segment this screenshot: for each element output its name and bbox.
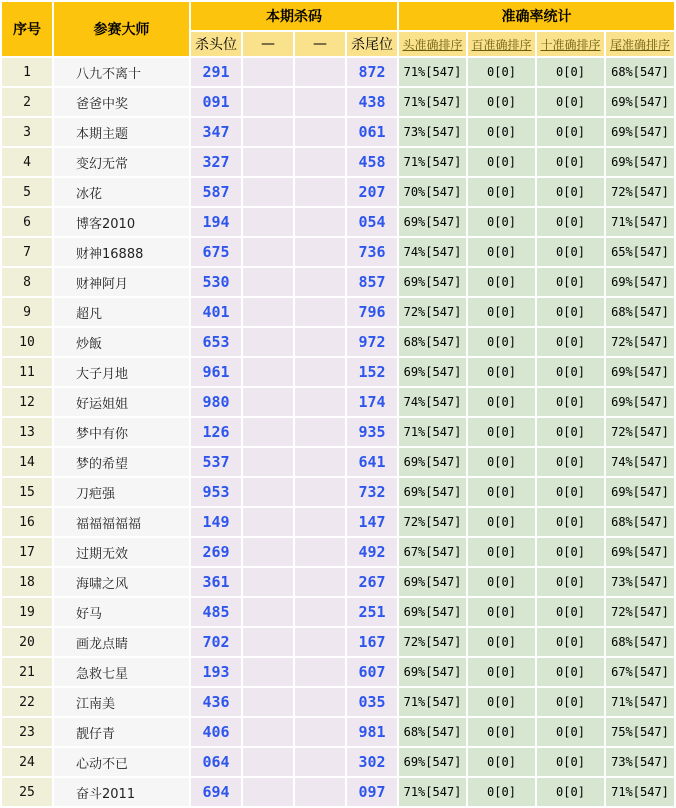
kill-head-value: 980 xyxy=(191,388,241,416)
master-name: 心动不已 xyxy=(54,748,189,776)
table-row xyxy=(2,178,674,206)
kill-head-value: 149 xyxy=(191,508,241,536)
acc-tail-value: 72%[547] xyxy=(606,328,674,356)
acc-hundred-value: 0[0] xyxy=(468,538,535,566)
table-row xyxy=(2,688,674,716)
kill-head-value: 064 xyxy=(191,748,241,776)
row-serial-number: 21 xyxy=(2,658,52,686)
kill-mid-2-value xyxy=(295,328,345,356)
master-name: 梦中有你 xyxy=(54,418,189,446)
kill-mid-1-value xyxy=(243,568,293,596)
row-serial-number: 15 xyxy=(2,478,52,506)
master-name: 靓仔青 xyxy=(54,718,189,746)
acc-ten-value: 0[0] xyxy=(537,358,604,386)
master-name: 八九不离十 xyxy=(54,58,189,86)
row-serial-number: 3 xyxy=(2,118,52,146)
row-serial-number: 10 xyxy=(2,328,52,356)
acc-head-value: 71%[547] xyxy=(399,418,466,446)
kill-mid-1-value xyxy=(243,688,293,716)
kill-mid-2-value xyxy=(295,298,345,326)
kill-head-value: 406 xyxy=(191,718,241,746)
kill-head-value: 485 xyxy=(191,598,241,626)
acc-tail-value: 69%[547] xyxy=(606,358,674,386)
table-row xyxy=(2,238,674,266)
acc-tail-value: 71%[547] xyxy=(606,778,674,806)
kill-head-value: 361 xyxy=(191,568,241,596)
kill-tail-value: 492 xyxy=(347,538,397,566)
acc-tail-value: 72%[547] xyxy=(606,418,674,446)
row-serial-number: 22 xyxy=(2,688,52,716)
acc-hundred-value: 0[0] xyxy=(468,418,535,446)
acc-hundred-value: 0[0] xyxy=(468,58,535,86)
kill-mid-2-value xyxy=(295,538,345,566)
master-name: 江南美 xyxy=(54,688,189,716)
kill-mid-1-value xyxy=(243,358,293,386)
row-serial-number: 5 xyxy=(2,178,52,206)
row-serial-number: 23 xyxy=(2,718,52,746)
acc-ten-value: 0[0] xyxy=(537,88,604,116)
kill-tail-value: 438 xyxy=(347,88,397,116)
kill-mid-2-value xyxy=(295,238,345,266)
kill-tail-value: 061 xyxy=(347,118,397,146)
row-serial-number: 13 xyxy=(2,418,52,446)
master-name: 福福福福福 xyxy=(54,508,189,536)
kill-mid-1-value xyxy=(243,178,293,206)
acc-head-value: 71%[547] xyxy=(399,88,466,116)
row-serial-number: 17 xyxy=(2,538,52,566)
acc-head-value: 71%[547] xyxy=(399,778,466,806)
kill-mid-2-value xyxy=(295,88,345,116)
kill-tail-value: 872 xyxy=(347,58,397,86)
acc-hundred-value: 0[0] xyxy=(468,568,535,596)
kill-mid-1-value xyxy=(243,208,293,236)
row-serial-number: 4 xyxy=(2,148,52,176)
acc-hundred-value: 0[0] xyxy=(468,688,535,716)
acc-hundred-value: 0[0] xyxy=(468,448,535,476)
kill-mid-1-value xyxy=(243,268,293,296)
kill-mid-2-value xyxy=(295,508,345,536)
master-name: 海啸之风 xyxy=(54,568,189,596)
row-serial-number: 2 xyxy=(2,88,52,116)
kill-mid-1-value xyxy=(243,58,293,86)
header-serial: 序号 xyxy=(2,2,52,56)
kill-tail-value: 732 xyxy=(347,478,397,506)
master-name: 财神16888 xyxy=(54,238,189,266)
master-name: 超凡 xyxy=(54,298,189,326)
kill-tail-value: 147 xyxy=(347,508,397,536)
acc-ten-value: 0[0] xyxy=(537,298,604,326)
kill-mid-1-value xyxy=(243,478,293,506)
acc-ten-value: 0[0] xyxy=(537,418,604,446)
acc-hundred-value: 0[0] xyxy=(468,388,535,416)
kill-mid-2-value xyxy=(295,118,345,146)
table-row xyxy=(2,508,674,536)
acc-head-value: 74%[547] xyxy=(399,388,466,416)
table-row xyxy=(2,88,674,116)
acc-ten-value: 0[0] xyxy=(537,718,604,746)
kill-tail-value: 054 xyxy=(347,208,397,236)
table-row xyxy=(2,358,674,386)
master-name: 好马 xyxy=(54,598,189,626)
acc-ten-value: 0[0] xyxy=(537,448,604,476)
acc-tail-value: 69%[547] xyxy=(606,478,674,506)
kill-tail-value: 972 xyxy=(347,328,397,356)
acc-ten-value: 0[0] xyxy=(537,658,604,686)
kill-mid-2-value xyxy=(295,628,345,656)
acc-head-value: 70%[547] xyxy=(399,178,466,206)
acc-head-value: 69%[547] xyxy=(399,658,466,686)
acc-tail-value: 68%[547] xyxy=(606,628,674,656)
acc-head-value: 69%[547] xyxy=(399,448,466,476)
acc-hundred-value: 0[0] xyxy=(468,328,535,356)
kill-head-value: 401 xyxy=(191,298,241,326)
acc-head-value: 71%[547] xyxy=(399,688,466,716)
master-name: 急救七星 xyxy=(54,658,189,686)
acc-tail-value: 72%[547] xyxy=(606,598,674,626)
kill-tail-value: 857 xyxy=(347,268,397,296)
row-serial-number: 25 xyxy=(2,778,52,806)
row-serial-number: 19 xyxy=(2,598,52,626)
kill-mid-2-value xyxy=(295,418,345,446)
kill-head-value: 091 xyxy=(191,88,241,116)
acc-ten-value: 0[0] xyxy=(537,568,604,596)
kill-mid-2-value xyxy=(295,688,345,716)
acc-head-value: 72%[547] xyxy=(399,298,466,326)
master-name: 爸爸中奖 xyxy=(54,88,189,116)
kill-tail-value: 935 xyxy=(347,418,397,446)
acc-ten-value: 0[0] xyxy=(537,778,604,806)
kill-mid-1-value xyxy=(243,598,293,626)
kill-mid-1-value xyxy=(243,748,293,776)
table-row xyxy=(2,208,674,236)
kill-head-value: 653 xyxy=(191,328,241,356)
kill-head-value: 961 xyxy=(191,358,241,386)
acc-hundred-value: 0[0] xyxy=(468,148,535,176)
acc-hundred-value: 0[0] xyxy=(468,298,535,326)
master-name: 过期无效 xyxy=(54,538,189,566)
kill-head-value: 347 xyxy=(191,118,241,146)
table-row xyxy=(2,658,674,686)
kill-head-value: 126 xyxy=(191,418,241,446)
acc-tail-value: 73%[547] xyxy=(606,568,674,596)
acc-head-value: 73%[547] xyxy=(399,118,466,146)
kill-tail-value: 796 xyxy=(347,298,397,326)
acc-ten-value: 0[0] xyxy=(537,268,604,296)
kill-head-value: 694 xyxy=(191,778,241,806)
acc-head-value: 67%[547] xyxy=(399,538,466,566)
acc-head-value: 72%[547] xyxy=(399,628,466,656)
acc-tail-value: 73%[547] xyxy=(606,748,674,776)
kill-mid-2-value xyxy=(295,358,345,386)
kill-tail-value: 302 xyxy=(347,748,397,776)
acc-hundred-value: 0[0] xyxy=(468,478,535,506)
kill-tail-value: 607 xyxy=(347,658,397,686)
table-row xyxy=(2,268,674,296)
acc-tail-value: 69%[547] xyxy=(606,148,674,176)
master-name: 博客2010 xyxy=(54,208,189,236)
kill-mid-2-value xyxy=(295,268,345,296)
table-row xyxy=(2,748,674,776)
acc-head-value: 74%[547] xyxy=(399,238,466,266)
acc-tail-value: 74%[547] xyxy=(606,448,674,476)
acc-tail-value: 71%[547] xyxy=(606,208,674,236)
table-row xyxy=(2,598,674,626)
kill-tail-value: 152 xyxy=(347,358,397,386)
acc-tail-value: 69%[547] xyxy=(606,538,674,566)
acc-tail-value: 67%[547] xyxy=(606,658,674,686)
acc-head-value: 69%[547] xyxy=(399,358,466,386)
row-serial-number: 14 xyxy=(2,448,52,476)
row-serial-number: 12 xyxy=(2,388,52,416)
acc-ten-value: 0[0] xyxy=(537,208,604,236)
kill-mid-1-value xyxy=(243,448,293,476)
kill-mid-2-value xyxy=(295,718,345,746)
kill-head-value: 537 xyxy=(191,448,241,476)
master-name: 画龙点睛 xyxy=(54,628,189,656)
acc-hundred-value: 0[0] xyxy=(468,118,535,146)
kill-mid-1-value xyxy=(243,388,293,416)
header-kill-tail: 杀尾位 xyxy=(347,32,397,56)
header-kill-head: 杀头位 xyxy=(191,32,241,56)
kill-head-value: 291 xyxy=(191,58,241,86)
kill-tail-value: 174 xyxy=(347,388,397,416)
row-serial-number: 11 xyxy=(2,358,52,386)
kill-mid-2-value xyxy=(295,568,345,596)
kill-tail-value: 035 xyxy=(347,688,397,716)
acc-tail-value: 71%[547] xyxy=(606,688,674,716)
acc-head-value: 72%[547] xyxy=(399,508,466,536)
acc-hundred-value: 0[0] xyxy=(468,508,535,536)
acc-ten-value: 0[0] xyxy=(537,628,604,656)
header-accuracy-group: 准确率统计 xyxy=(399,2,674,30)
kill-mid-2-value xyxy=(295,658,345,686)
acc-head-value: 69%[547] xyxy=(399,568,466,596)
kill-mid-2-value xyxy=(295,58,345,86)
row-serial-number: 24 xyxy=(2,748,52,776)
acc-tail-value: 69%[547] xyxy=(606,88,674,116)
table-row xyxy=(2,328,674,356)
acc-tail-value: 65%[547] xyxy=(606,238,674,266)
acc-tail-value: 68%[547] xyxy=(606,298,674,326)
kill-head-value: 587 xyxy=(191,178,241,206)
kill-head-value: 675 xyxy=(191,238,241,266)
header-kill-group: 本期杀码 xyxy=(191,2,397,30)
kill-mid-1-value xyxy=(243,298,293,326)
header-acc-tail-sort[interactable] xyxy=(606,32,674,56)
kill-mid-2-value xyxy=(295,148,345,176)
row-serial-number: 9 xyxy=(2,298,52,326)
acc-ten-value: 0[0] xyxy=(537,148,604,176)
row-serial-number: 8 xyxy=(2,268,52,296)
master-name: 好运姐姐 xyxy=(54,388,189,416)
header-acc-head-sort[interactable] xyxy=(399,32,466,56)
kill-mid-1-value xyxy=(243,418,293,446)
table-row xyxy=(2,538,674,566)
kill-head-value: 953 xyxy=(191,478,241,506)
kill-mid-2-value xyxy=(295,748,345,776)
acc-tail-sort-link[interactable]: 尾准确排序 xyxy=(609,37,670,52)
kill-mid-2-value xyxy=(295,598,345,626)
kill-head-value: 194 xyxy=(191,208,241,236)
master-name: 本期主题 xyxy=(54,118,189,146)
acc-head-value: 69%[547] xyxy=(399,478,466,506)
table-row xyxy=(2,58,674,86)
kill-tail-value: 097 xyxy=(347,778,397,806)
kill-tail-value: 736 xyxy=(347,238,397,266)
row-serial-number: 16 xyxy=(2,508,52,536)
kill-tail-value: 207 xyxy=(347,178,397,206)
acc-hundred-value: 0[0] xyxy=(468,238,535,266)
acc-ten-value: 0[0] xyxy=(537,688,604,716)
header-master: 参赛大师 xyxy=(54,2,189,56)
acc-head-value: 69%[547] xyxy=(399,748,466,776)
master-name: 财神阿月 xyxy=(54,268,189,296)
kill-head-value: 702 xyxy=(191,628,241,656)
acc-head-value: 69%[547] xyxy=(399,268,466,296)
acc-head-value: 68%[547] xyxy=(399,718,466,746)
kill-mid-2-value xyxy=(295,208,345,236)
acc-tail-value: 69%[547] xyxy=(606,268,674,296)
kill-mid-1-value xyxy=(243,148,293,176)
acc-hundred-value: 0[0] xyxy=(468,88,535,116)
acc-head-value: 69%[547] xyxy=(399,598,466,626)
row-serial-number: 20 xyxy=(2,628,52,656)
acc-ten-value: 0[0] xyxy=(537,328,604,356)
kill-mid-1-value xyxy=(243,718,293,746)
master-name: 大子月地 xyxy=(54,358,189,386)
kill-head-value: 436 xyxy=(191,688,241,716)
row-serial-number: 1 xyxy=(2,58,52,86)
header-acc-ten-sort[interactable] xyxy=(537,32,604,56)
acc-ten-value: 0[0] xyxy=(537,748,604,776)
table-row xyxy=(2,568,674,596)
acc-ten-sort-link[interactable]: 十准确排序 xyxy=(540,37,601,52)
acc-hundred-value: 0[0] xyxy=(468,628,535,656)
table-row xyxy=(2,418,674,446)
kill-head-value: 269 xyxy=(191,538,241,566)
kill-mid-1-value xyxy=(243,238,293,266)
kill-tail-value: 167 xyxy=(347,628,397,656)
acc-ten-value: 0[0] xyxy=(537,388,604,416)
kill-mid-1-value xyxy=(243,88,293,116)
acc-hundred-value: 0[0] xyxy=(468,268,535,296)
acc-tail-value: 69%[547] xyxy=(606,388,674,416)
acc-ten-value: 0[0] xyxy=(537,118,604,146)
kill-mid-2-value xyxy=(295,448,345,476)
kill-tail-value: 641 xyxy=(347,448,397,476)
table-row xyxy=(2,718,674,746)
row-serial-number: 6 xyxy=(2,208,52,236)
acc-head-value: 68%[547] xyxy=(399,328,466,356)
table-row xyxy=(2,298,674,326)
kill-tail-value: 251 xyxy=(347,598,397,626)
acc-hundred-value: 0[0] xyxy=(468,778,535,806)
master-name: 奋斗2011 xyxy=(54,778,189,806)
master-name: 变幻无常 xyxy=(54,148,189,176)
table-row xyxy=(2,448,674,476)
header-kill-mid-2: — xyxy=(295,32,345,56)
header-kill-mid-1: — xyxy=(243,32,293,56)
master-name: 刀疤强 xyxy=(54,478,189,506)
acc-head-sort-link[interactable]: 头准确排序 xyxy=(402,37,463,52)
acc-tail-value: 68%[547] xyxy=(606,508,674,536)
acc-hundred-value: 0[0] xyxy=(468,178,535,206)
row-serial-number: 18 xyxy=(2,568,52,596)
kill-mid-2-value xyxy=(295,478,345,506)
header-row-main xyxy=(2,2,674,30)
kill-tail-value: 267 xyxy=(347,568,397,596)
kill-mid-1-value xyxy=(243,118,293,146)
kill-mid-2-value xyxy=(295,178,345,206)
acc-hundred-value: 0[0] xyxy=(468,658,535,686)
row-serial-number: 7 xyxy=(2,238,52,266)
table-body xyxy=(2,58,674,806)
acc-ten-value: 0[0] xyxy=(537,598,604,626)
table-row xyxy=(2,388,674,416)
kill-head-value: 327 xyxy=(191,148,241,176)
table-row xyxy=(2,118,674,146)
kill-mid-1-value xyxy=(243,538,293,566)
acc-hundred-value: 0[0] xyxy=(468,598,535,626)
kill-head-value: 193 xyxy=(191,658,241,686)
acc-ten-value: 0[0] xyxy=(537,238,604,266)
acc-ten-value: 0[0] xyxy=(537,478,604,506)
kill-mid-2-value xyxy=(295,388,345,416)
kill-tail-value: 458 xyxy=(347,148,397,176)
kill-mid-1-value xyxy=(243,508,293,536)
acc-hundred-value: 0[0] xyxy=(468,718,535,746)
kill-tail-value: 981 xyxy=(347,718,397,746)
acc-hundred-value: 0[0] xyxy=(468,208,535,236)
kill-mid-1-value xyxy=(243,628,293,656)
acc-ten-value: 0[0] xyxy=(537,538,604,566)
table-row xyxy=(2,628,674,656)
acc-hundred-value: 0[0] xyxy=(468,358,535,386)
acc-tail-value: 72%[547] xyxy=(606,178,674,206)
acc-ten-value: 0[0] xyxy=(537,178,604,206)
master-name: 冰花 xyxy=(54,178,189,206)
table-row xyxy=(2,148,674,176)
acc-tail-value: 75%[547] xyxy=(606,718,674,746)
acc-hundred-sort-link[interactable]: 百准确排序 xyxy=(471,37,532,52)
acc-head-value: 69%[547] xyxy=(399,208,466,236)
kill-head-value: 530 xyxy=(191,268,241,296)
acc-hundred-value: 0[0] xyxy=(468,748,535,776)
master-name: 梦的希望 xyxy=(54,448,189,476)
acc-head-value: 71%[547] xyxy=(399,148,466,176)
table-row xyxy=(2,478,674,506)
acc-ten-value: 0[0] xyxy=(537,508,604,536)
kill-mid-1-value xyxy=(243,328,293,356)
acc-tail-value: 68%[547] xyxy=(606,58,674,86)
acc-tail-value: 69%[547] xyxy=(606,118,674,146)
kill-mid-1-value xyxy=(243,658,293,686)
header-acc-hundred-sort[interactable] xyxy=(468,32,535,56)
acc-head-value: 71%[547] xyxy=(399,58,466,86)
acc-ten-value: 0[0] xyxy=(537,58,604,86)
master-name: 炒飯 xyxy=(54,328,189,356)
